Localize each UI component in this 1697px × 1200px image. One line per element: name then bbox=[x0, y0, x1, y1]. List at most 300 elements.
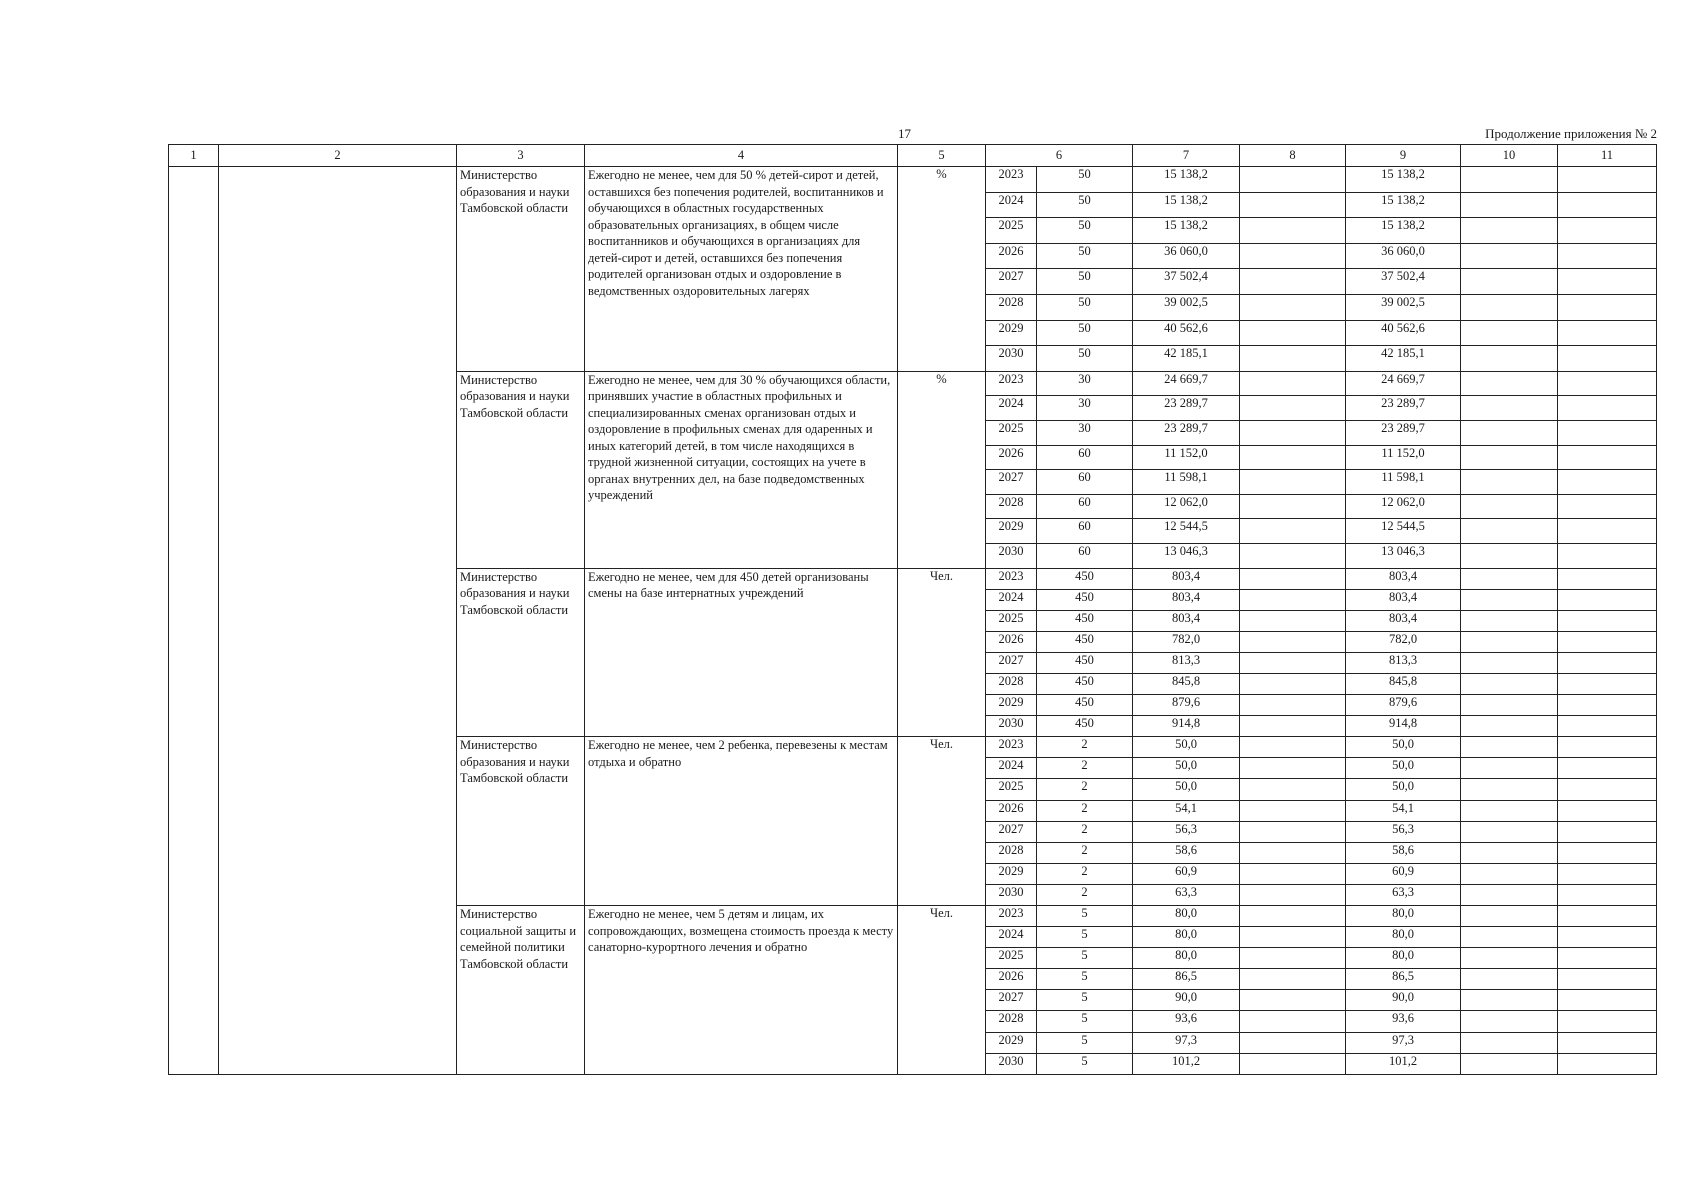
col9-amount-cell: 914,8 bbox=[1346, 716, 1461, 737]
col11-cell bbox=[1558, 167, 1657, 193]
col7-amount-cell: 80,0 bbox=[1133, 927, 1240, 948]
col9-amount-cell: 782,0 bbox=[1346, 631, 1461, 652]
indicator-value-cell: 30 bbox=[1037, 396, 1133, 421]
col10-cell bbox=[1461, 906, 1558, 927]
col8-cell bbox=[1240, 737, 1346, 758]
indicator-value-cell: 50 bbox=[1037, 320, 1133, 346]
indicator-value-cell: 450 bbox=[1037, 695, 1133, 716]
col8-cell bbox=[1240, 218, 1346, 244]
col9-amount-cell: 58,6 bbox=[1346, 842, 1461, 863]
col9-amount-cell: 879,6 bbox=[1346, 695, 1461, 716]
col9-amount-cell: 54,1 bbox=[1346, 800, 1461, 821]
col9-amount-cell: 13 046,3 bbox=[1346, 543, 1461, 568]
indicator-value-cell: 60 bbox=[1037, 519, 1133, 544]
executor-cell: Министерство образования и науки Тамбовской области bbox=[457, 737, 585, 906]
col7-amount-cell: 803,4 bbox=[1133, 568, 1240, 589]
year-cell: 2024 bbox=[986, 927, 1037, 948]
indicator-value-cell: 5 bbox=[1037, 990, 1133, 1011]
col7-amount-cell: 101,2 bbox=[1133, 1053, 1240, 1074]
col7-amount-cell: 86,5 bbox=[1133, 969, 1240, 990]
col7-amount-cell: 24 669,7 bbox=[1133, 371, 1240, 396]
year-cell: 2026 bbox=[986, 243, 1037, 269]
indicator-value-cell: 450 bbox=[1037, 589, 1133, 610]
col8-cell bbox=[1240, 842, 1346, 863]
col-header: 10 bbox=[1461, 145, 1558, 167]
indicator-value-cell: 30 bbox=[1037, 420, 1133, 445]
col2-cell bbox=[219, 167, 457, 1075]
col7-amount-cell: 97,3 bbox=[1133, 1032, 1240, 1053]
col11-cell bbox=[1558, 494, 1657, 519]
col11-cell bbox=[1558, 906, 1657, 927]
col7-amount-cell: 15 138,2 bbox=[1133, 192, 1240, 218]
col1-cell bbox=[169, 167, 219, 1075]
col11-cell bbox=[1558, 470, 1657, 495]
year-cell: 2025 bbox=[986, 420, 1037, 445]
col9-amount-cell: 15 138,2 bbox=[1346, 192, 1461, 218]
col11-cell bbox=[1558, 610, 1657, 631]
indicator-value-cell: 450 bbox=[1037, 652, 1133, 673]
year-cell: 2030 bbox=[986, 884, 1037, 905]
unit-cell: % bbox=[898, 371, 986, 568]
col8-cell bbox=[1240, 294, 1346, 320]
continuation-note: Продолжение приложения № 2 bbox=[1485, 126, 1657, 141]
col9-amount-cell: 97,3 bbox=[1346, 1032, 1461, 1053]
col7-amount-cell: 879,6 bbox=[1133, 695, 1240, 716]
unit-cell: Чел. bbox=[898, 568, 986, 737]
col7-amount-cell: 54,1 bbox=[1133, 800, 1240, 821]
year-cell: 2030 bbox=[986, 543, 1037, 568]
col10-cell bbox=[1461, 589, 1558, 610]
col8-cell bbox=[1240, 863, 1346, 884]
col8-cell bbox=[1240, 1011, 1346, 1032]
col10-cell bbox=[1461, 218, 1558, 244]
col8-cell bbox=[1240, 519, 1346, 544]
col11-cell bbox=[1558, 420, 1657, 445]
col9-amount-cell: 86,5 bbox=[1346, 969, 1461, 990]
col9-amount-cell: 11 152,0 bbox=[1346, 445, 1461, 470]
col10-cell bbox=[1461, 716, 1558, 737]
col11-cell bbox=[1558, 758, 1657, 779]
col8-cell bbox=[1240, 589, 1346, 610]
col10-cell bbox=[1461, 371, 1558, 396]
indicator-value-cell: 60 bbox=[1037, 470, 1133, 495]
col9-amount-cell: 23 289,7 bbox=[1346, 396, 1461, 421]
year-cell: 2027 bbox=[986, 470, 1037, 495]
indicator-value-cell: 50 bbox=[1037, 269, 1133, 295]
indicator-value-cell: 450 bbox=[1037, 568, 1133, 589]
col10-cell bbox=[1461, 243, 1558, 269]
year-cell: 2027 bbox=[986, 652, 1037, 673]
col8-cell bbox=[1240, 494, 1346, 519]
col9-amount-cell: 56,3 bbox=[1346, 821, 1461, 842]
col10-cell bbox=[1461, 673, 1558, 694]
indicator-value-cell: 450 bbox=[1037, 610, 1133, 631]
executor-cell: Министерство образования и науки Тамбовской области bbox=[457, 371, 585, 568]
col11-cell bbox=[1558, 716, 1657, 737]
col11-cell bbox=[1558, 568, 1657, 589]
col10-cell bbox=[1461, 470, 1558, 495]
year-cell: 2028 bbox=[986, 494, 1037, 519]
indicator-value-cell: 30 bbox=[1037, 371, 1133, 396]
col10-cell bbox=[1461, 445, 1558, 470]
indicator-value-cell: 450 bbox=[1037, 673, 1133, 694]
year-cell: 2024 bbox=[986, 396, 1037, 421]
col10-cell bbox=[1461, 1053, 1558, 1074]
col7-amount-cell: 39 002,5 bbox=[1133, 294, 1240, 320]
col9-amount-cell: 80,0 bbox=[1346, 948, 1461, 969]
col9-amount-cell: 93,6 bbox=[1346, 1011, 1461, 1032]
year-cell: 2025 bbox=[986, 948, 1037, 969]
col7-amount-cell: 782,0 bbox=[1133, 631, 1240, 652]
year-cell: 2029 bbox=[986, 320, 1037, 346]
col8-cell bbox=[1240, 610, 1346, 631]
col11-cell bbox=[1558, 1032, 1657, 1053]
year-cell: 2028 bbox=[986, 1011, 1037, 1032]
indicator-value-cell: 50 bbox=[1037, 192, 1133, 218]
col7-amount-cell: 15 138,2 bbox=[1133, 218, 1240, 244]
indicator-value-cell: 50 bbox=[1037, 294, 1133, 320]
indicator-value-cell: 5 bbox=[1037, 1032, 1133, 1053]
col9-amount-cell: 80,0 bbox=[1346, 906, 1461, 927]
indicator-value-cell: 60 bbox=[1037, 543, 1133, 568]
indicator-value-cell: 5 bbox=[1037, 927, 1133, 948]
year-cell: 2025 bbox=[986, 218, 1037, 244]
col8-cell bbox=[1240, 631, 1346, 652]
budget-table bbox=[168, 144, 1657, 1075]
col9-amount-cell: 60,9 bbox=[1346, 863, 1461, 884]
year-cell: 2028 bbox=[986, 842, 1037, 863]
col10-cell bbox=[1461, 948, 1558, 969]
col7-amount-cell: 13 046,3 bbox=[1133, 543, 1240, 568]
col8-cell bbox=[1240, 167, 1346, 193]
page-number: 17 bbox=[898, 126, 911, 141]
col10-cell bbox=[1461, 346, 1558, 372]
col9-amount-cell: 50,0 bbox=[1346, 779, 1461, 800]
col10-cell bbox=[1461, 396, 1558, 421]
col8-cell bbox=[1240, 192, 1346, 218]
col11-cell bbox=[1558, 243, 1657, 269]
col8-cell bbox=[1240, 969, 1346, 990]
column-numbers-row bbox=[169, 145, 1657, 167]
col11-cell bbox=[1558, 631, 1657, 652]
year-cell: 2023 bbox=[986, 167, 1037, 193]
col8-cell bbox=[1240, 445, 1346, 470]
year-cell: 2029 bbox=[986, 519, 1037, 544]
col8-cell bbox=[1240, 800, 1346, 821]
year-cell: 2026 bbox=[986, 969, 1037, 990]
col10-cell bbox=[1461, 167, 1558, 193]
col11-cell bbox=[1558, 543, 1657, 568]
col7-amount-cell: 803,4 bbox=[1133, 610, 1240, 631]
col9-amount-cell: 63,3 bbox=[1346, 884, 1461, 905]
col10-cell bbox=[1461, 990, 1558, 1011]
col10-cell bbox=[1461, 294, 1558, 320]
col9-amount-cell: 12 544,5 bbox=[1346, 519, 1461, 544]
col8-cell bbox=[1240, 320, 1346, 346]
col9-amount-cell: 50,0 bbox=[1346, 737, 1461, 758]
col9-amount-cell: 101,2 bbox=[1346, 1053, 1461, 1074]
col11-cell bbox=[1558, 884, 1657, 905]
year-cell: 2030 bbox=[986, 716, 1037, 737]
executor-cell: Министерство образования и науки Тамбовской области bbox=[457, 167, 585, 372]
indicator-value-cell: 50 bbox=[1037, 218, 1133, 244]
col8-cell bbox=[1240, 371, 1346, 396]
indicator-value-cell: 5 bbox=[1037, 948, 1133, 969]
col8-cell bbox=[1240, 543, 1346, 568]
year-cell: 2028 bbox=[986, 294, 1037, 320]
indicator-description-cell: Ежегодно не менее, чем для 30 % обучающихся области, принявших участие в областных профильных и специализированных сменах организован отдых и оздоровление в профильных сменах для одаренных и иных категорий детей, в том числе находящихся в трудной жизненной ситуации, состоящих на учете в органах внутренних дел, на базе подведомственных учреждений bbox=[585, 371, 898, 568]
col11-cell bbox=[1558, 519, 1657, 544]
col10-cell bbox=[1461, 969, 1558, 990]
indicator-description-cell: Ежегодно не менее, чем 2 ребенка, перевезены к местам отдыха и обратно bbox=[585, 737, 898, 906]
year-cell: 2027 bbox=[986, 821, 1037, 842]
indicator-value-cell: 2 bbox=[1037, 884, 1133, 905]
col-header: 7 bbox=[1133, 145, 1240, 167]
unit-cell: Чел. bbox=[898, 906, 986, 1075]
col9-amount-cell: 80,0 bbox=[1346, 927, 1461, 948]
col7-amount-cell: 50,0 bbox=[1133, 737, 1240, 758]
col11-cell bbox=[1558, 396, 1657, 421]
year-cell: 2026 bbox=[986, 631, 1037, 652]
col7-amount-cell: 803,4 bbox=[1133, 589, 1240, 610]
year-cell: 2024 bbox=[986, 192, 1037, 218]
indicator-value-cell: 50 bbox=[1037, 167, 1133, 193]
col7-amount-cell: 93,6 bbox=[1133, 1011, 1240, 1032]
col11-cell bbox=[1558, 737, 1657, 758]
year-cell: 2026 bbox=[986, 800, 1037, 821]
col10-cell bbox=[1461, 494, 1558, 519]
col7-amount-cell: 36 060,0 bbox=[1133, 243, 1240, 269]
col11-cell bbox=[1558, 346, 1657, 372]
year-cell: 2025 bbox=[986, 779, 1037, 800]
table-body bbox=[169, 167, 1657, 1075]
col9-amount-cell: 39 002,5 bbox=[1346, 294, 1461, 320]
col8-cell bbox=[1240, 990, 1346, 1011]
col10-cell bbox=[1461, 758, 1558, 779]
col9-amount-cell: 803,4 bbox=[1346, 610, 1461, 631]
indicator-value-cell: 60 bbox=[1037, 445, 1133, 470]
col7-amount-cell: 914,8 bbox=[1133, 716, 1240, 737]
col7-amount-cell: 11 598,1 bbox=[1133, 470, 1240, 495]
col10-cell bbox=[1461, 927, 1558, 948]
col7-amount-cell: 15 138,2 bbox=[1133, 167, 1240, 193]
col7-amount-cell: 80,0 bbox=[1133, 948, 1240, 969]
col9-amount-cell: 24 669,7 bbox=[1346, 371, 1461, 396]
col8-cell bbox=[1240, 948, 1346, 969]
col11-cell bbox=[1558, 192, 1657, 218]
col8-cell bbox=[1240, 568, 1346, 589]
col7-amount-cell: 40 562,6 bbox=[1133, 320, 1240, 346]
indicator-value-cell: 450 bbox=[1037, 631, 1133, 652]
year-cell: 2029 bbox=[986, 695, 1037, 716]
indicator-value-cell: 2 bbox=[1037, 821, 1133, 842]
year-cell: 2029 bbox=[986, 1032, 1037, 1053]
indicator-description-cell: Ежегодно не менее, чем 5 детям и лицам, их сопровождающих, возмещена стоимость проезда к месту санаторно-курортного лечения и обратно bbox=[585, 906, 898, 1075]
indicator-value-cell: 2 bbox=[1037, 779, 1133, 800]
year-cell: 2023 bbox=[986, 568, 1037, 589]
col11-cell bbox=[1558, 927, 1657, 948]
col8-cell bbox=[1240, 906, 1346, 927]
col11-cell bbox=[1558, 695, 1657, 716]
col-header: 1 bbox=[169, 145, 219, 167]
indicator-value-cell: 50 bbox=[1037, 243, 1133, 269]
col7-amount-cell: 11 152,0 bbox=[1133, 445, 1240, 470]
col8-cell bbox=[1240, 269, 1346, 295]
col10-cell bbox=[1461, 800, 1558, 821]
col8-cell bbox=[1240, 716, 1346, 737]
col10-cell bbox=[1461, 1011, 1558, 1032]
executor-cell: Министерство социальной защиты и семейной политики Тамбовской области bbox=[457, 906, 585, 1075]
col8-cell bbox=[1240, 396, 1346, 421]
col-header: 9 bbox=[1346, 145, 1461, 167]
col8-cell bbox=[1240, 470, 1346, 495]
col7-amount-cell: 813,3 bbox=[1133, 652, 1240, 673]
indicator-value-cell: 2 bbox=[1037, 863, 1133, 884]
col-header: 6 bbox=[986, 145, 1133, 167]
col11-cell bbox=[1558, 673, 1657, 694]
col10-cell bbox=[1461, 519, 1558, 544]
col8-cell bbox=[1240, 821, 1346, 842]
col-header: 2 bbox=[219, 145, 457, 167]
col8-cell bbox=[1240, 779, 1346, 800]
col-header: 5 bbox=[898, 145, 986, 167]
col11-cell bbox=[1558, 821, 1657, 842]
col11-cell bbox=[1558, 842, 1657, 863]
year-cell: 2026 bbox=[986, 445, 1037, 470]
col10-cell bbox=[1461, 695, 1558, 716]
year-cell: 2025 bbox=[986, 610, 1037, 631]
col8-cell bbox=[1240, 1032, 1346, 1053]
col9-amount-cell: 803,4 bbox=[1346, 568, 1461, 589]
indicator-value-cell: 2 bbox=[1037, 800, 1133, 821]
indicator-value-cell: 5 bbox=[1037, 906, 1133, 927]
col9-amount-cell: 11 598,1 bbox=[1346, 470, 1461, 495]
year-cell: 2027 bbox=[986, 269, 1037, 295]
col8-cell bbox=[1240, 673, 1346, 694]
col11-cell bbox=[1558, 1011, 1657, 1032]
unit-cell: Чел. bbox=[898, 737, 986, 906]
col7-amount-cell: 23 289,7 bbox=[1133, 396, 1240, 421]
col11-cell bbox=[1558, 969, 1657, 990]
indicator-value-cell: 5 bbox=[1037, 1053, 1133, 1074]
col8-cell bbox=[1240, 884, 1346, 905]
executor-cell: Министерство образования и науки Тамбовской области bbox=[457, 568, 585, 737]
col8-cell bbox=[1240, 927, 1346, 948]
col11-cell bbox=[1558, 990, 1657, 1011]
col10-cell bbox=[1461, 269, 1558, 295]
col10-cell bbox=[1461, 863, 1558, 884]
col7-amount-cell: 12 062,0 bbox=[1133, 494, 1240, 519]
indicator-value-cell: 5 bbox=[1037, 969, 1133, 990]
col10-cell bbox=[1461, 568, 1558, 589]
col10-cell bbox=[1461, 652, 1558, 673]
col8-cell bbox=[1240, 695, 1346, 716]
col9-amount-cell: 36 060,0 bbox=[1346, 243, 1461, 269]
col8-cell bbox=[1240, 420, 1346, 445]
indicator-value-cell: 2 bbox=[1037, 842, 1133, 863]
year-cell: 2023 bbox=[986, 371, 1037, 396]
col9-amount-cell: 813,3 bbox=[1346, 652, 1461, 673]
indicator-value-cell: 5 bbox=[1037, 1011, 1133, 1032]
col-header: 11 bbox=[1558, 145, 1657, 167]
col11-cell bbox=[1558, 589, 1657, 610]
col11-cell bbox=[1558, 320, 1657, 346]
col8-cell bbox=[1240, 346, 1346, 372]
col7-amount-cell: 23 289,7 bbox=[1133, 420, 1240, 445]
col9-amount-cell: 90,0 bbox=[1346, 990, 1461, 1011]
col11-cell bbox=[1558, 269, 1657, 295]
col-header: 4 bbox=[585, 145, 898, 167]
col7-amount-cell: 90,0 bbox=[1133, 990, 1240, 1011]
col9-amount-cell: 37 502,4 bbox=[1346, 269, 1461, 295]
col11-cell bbox=[1558, 779, 1657, 800]
col9-amount-cell: 15 138,2 bbox=[1346, 218, 1461, 244]
col10-cell bbox=[1461, 420, 1558, 445]
col7-amount-cell: 50,0 bbox=[1133, 779, 1240, 800]
indicator-value-cell: 2 bbox=[1037, 737, 1133, 758]
col9-amount-cell: 42 185,1 bbox=[1346, 346, 1461, 372]
col8-cell bbox=[1240, 652, 1346, 673]
year-cell: 2023 bbox=[986, 737, 1037, 758]
year-cell: 2023 bbox=[986, 906, 1037, 927]
year-cell: 2030 bbox=[986, 1053, 1037, 1074]
col10-cell bbox=[1461, 779, 1558, 800]
col7-amount-cell: 80,0 bbox=[1133, 906, 1240, 927]
year-cell: 2027 bbox=[986, 990, 1037, 1011]
col7-amount-cell: 56,3 bbox=[1133, 821, 1240, 842]
indicator-value-cell: 50 bbox=[1037, 346, 1133, 372]
col10-cell bbox=[1461, 543, 1558, 568]
col7-amount-cell: 63,3 bbox=[1133, 884, 1240, 905]
col8-cell bbox=[1240, 243, 1346, 269]
col11-cell bbox=[1558, 1053, 1657, 1074]
col9-amount-cell: 845,8 bbox=[1346, 673, 1461, 694]
indicator-value-cell: 60 bbox=[1037, 494, 1133, 519]
col10-cell bbox=[1461, 610, 1558, 631]
col7-amount-cell: 42 185,1 bbox=[1133, 346, 1240, 372]
indicator-description-cell: Ежегодно не менее, чем для 450 детей организованы смены на базе интернатных учреждений bbox=[585, 568, 898, 737]
col10-cell bbox=[1461, 737, 1558, 758]
indicator-description-cell: Ежегодно не менее, чем для 50 % детей-сирот и детей, оставшихся без попечения родителей, воспитанников и обучающихся в областных государственных образовательных организациях, в общем числе воспитанников и обучающихся в организациях для детей-сирот и детей, оставшихся без попечения родителей организован отдых и оздоровление в ведомственных оздоровительных лагерях bbox=[585, 167, 898, 372]
col10-cell bbox=[1461, 821, 1558, 842]
col9-amount-cell: 15 138,2 bbox=[1346, 167, 1461, 193]
col7-amount-cell: 50,0 bbox=[1133, 758, 1240, 779]
year-cell: 2028 bbox=[986, 673, 1037, 694]
col7-amount-cell: 37 502,4 bbox=[1133, 269, 1240, 295]
col10-cell bbox=[1461, 842, 1558, 863]
col9-amount-cell: 12 062,0 bbox=[1346, 494, 1461, 519]
col7-amount-cell: 12 544,5 bbox=[1133, 519, 1240, 544]
col10-cell bbox=[1461, 884, 1558, 905]
col11-cell bbox=[1558, 863, 1657, 884]
year-cell: 2030 bbox=[986, 346, 1037, 372]
col8-cell bbox=[1240, 1053, 1346, 1074]
col-header: 8 bbox=[1240, 145, 1346, 167]
table-row bbox=[169, 167, 1657, 193]
col-header: 3 bbox=[457, 145, 585, 167]
indicator-value-cell: 450 bbox=[1037, 716, 1133, 737]
indicator-value-cell: 2 bbox=[1037, 758, 1133, 779]
col11-cell bbox=[1558, 445, 1657, 470]
col10-cell bbox=[1461, 631, 1558, 652]
year-cell: 2024 bbox=[986, 758, 1037, 779]
col11-cell bbox=[1558, 800, 1657, 821]
col9-amount-cell: 50,0 bbox=[1346, 758, 1461, 779]
col11-cell bbox=[1558, 371, 1657, 396]
col7-amount-cell: 845,8 bbox=[1133, 673, 1240, 694]
unit-cell: % bbox=[898, 167, 986, 372]
col10-cell bbox=[1461, 320, 1558, 346]
